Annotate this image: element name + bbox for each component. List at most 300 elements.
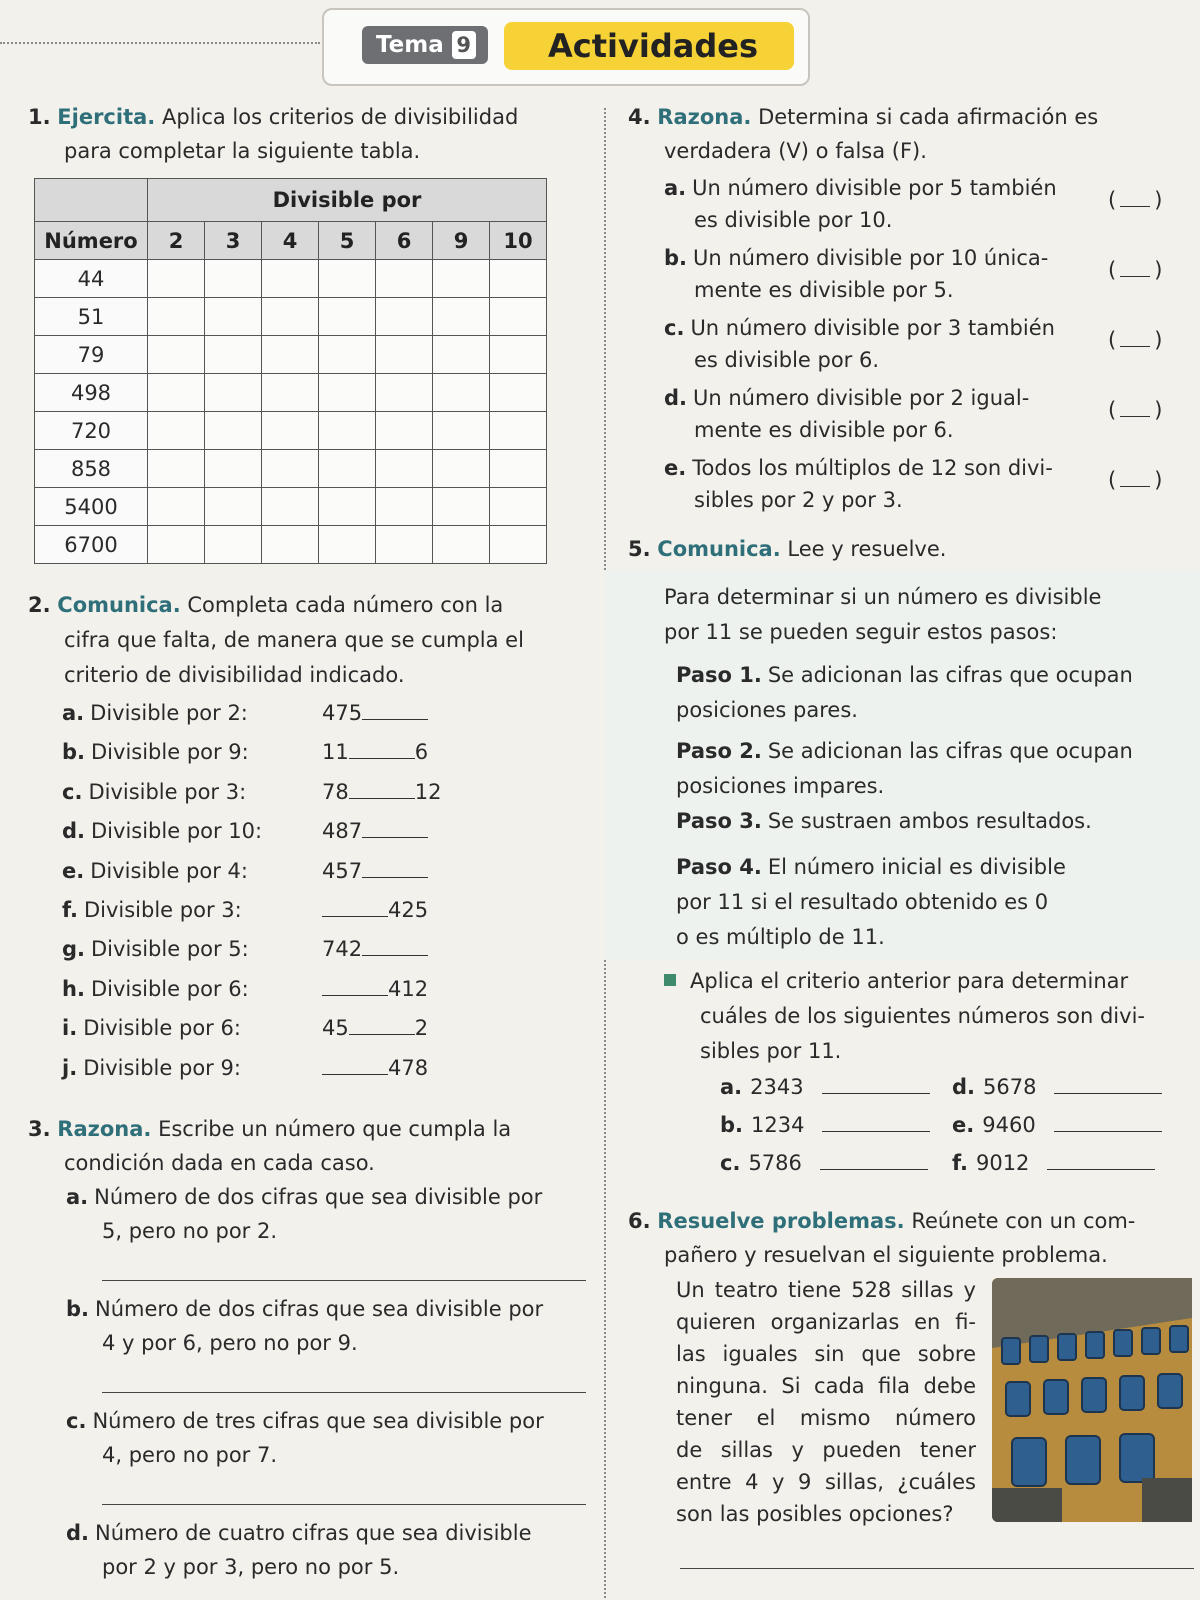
- paren-open: (: [1108, 398, 1117, 422]
- table-row-number: 79: [35, 336, 148, 374]
- q5-number-letter: c.: [720, 1151, 741, 1175]
- table-answer-cell[interactable]: [433, 450, 490, 488]
- table-answer-cell[interactable]: [205, 450, 262, 488]
- q5-step-line2: por 11 si el resultado obtenido es 0: [676, 890, 1049, 914]
- table-answer-cell[interactable]: [262, 298, 319, 336]
- q5-answer-blank[interactable]: [822, 1113, 930, 1132]
- q5-number-item: [720, 1146, 928, 1180]
- page-title: Actividades: [504, 22, 794, 70]
- table-row-number: 720: [35, 412, 148, 450]
- q2-line1: Completa cada número con la: [187, 593, 504, 617]
- tema-number: 9: [452, 31, 476, 59]
- table-answer-cell[interactable]: [319, 488, 376, 526]
- table-answer-cell[interactable]: [205, 336, 262, 374]
- table-answer-cell[interactable]: [376, 526, 433, 564]
- q5-step-label: Paso 3.: [676, 809, 762, 833]
- table-answer-cell[interactable]: [262, 260, 319, 298]
- table-col-header: 2: [148, 222, 205, 260]
- q4-answer-blank[interactable]: [1120, 330, 1150, 347]
- q4-answer-paren: [1108, 468, 1162, 492]
- q5-step: [676, 734, 1192, 804]
- q1-statement: [28, 100, 598, 168]
- q2-line2: cifra que falta, de manera que se cumpla el: [64, 628, 524, 652]
- q2-digits-before: 487: [322, 819, 363, 844]
- q6-problem-line: tener el mismo número: [676, 1406, 976, 1430]
- q6-line2: pañero y resuelvan el siguiente problema.: [664, 1243, 1108, 1267]
- table-group-header: Divisible por: [148, 179, 547, 222]
- table-answer-cell[interactable]: [205, 260, 262, 298]
- q2-digits-after: 425: [388, 898, 429, 922]
- table-row-number: 44: [35, 260, 148, 298]
- q2-item-number: [322, 1051, 428, 1085]
- q6-problem-line: las iguales sin que sobre: [676, 1342, 976, 1366]
- q4-item-line1: Un número divisible por 5 también: [692, 176, 1057, 200]
- q2-missing-digit-blank[interactable]: [322, 898, 388, 917]
- q5-apply-line3: sibles por 11.: [700, 1039, 842, 1063]
- table-answer-cell[interactable]: [205, 412, 262, 450]
- q2-item-label: Divisible por 3:: [88, 779, 247, 804]
- q4-line1: Determina si cada afirmación es: [758, 105, 1099, 129]
- q4-item-line1: Un número divisible por 10 única-: [693, 246, 1049, 270]
- table-answer-cell[interactable]: [376, 488, 433, 526]
- table-answer-cell[interactable]: [148, 412, 205, 450]
- table-row-header: Número: [35, 222, 148, 260]
- q2-missing-digit-blank[interactable]: [322, 1056, 388, 1075]
- q5-step-line1: Se adicionan las cifras que ocupan: [767, 739, 1133, 763]
- tema-label: Tema: [376, 32, 444, 58]
- q3-item: [66, 1516, 596, 1584]
- table-answer-cell[interactable]: [148, 488, 205, 526]
- q3-item-line1: Número de cuatro cifras que sea divisible: [95, 1521, 532, 1545]
- paren-open: (: [1108, 328, 1117, 352]
- q3-keyword: Razona.: [57, 1117, 152, 1141]
- q5-step-line2: posiciones pares.: [676, 698, 858, 722]
- q5-number-value: 9460: [982, 1113, 1036, 1137]
- table-answer-cell[interactable]: [490, 260, 547, 298]
- table-row-number: 498: [35, 374, 148, 412]
- table-answer-cell[interactable]: [262, 488, 319, 526]
- paren-close: ): [1154, 188, 1163, 212]
- q3-item-line1: Número de tres cifras que sea divisible por: [92, 1409, 544, 1433]
- table-answer-cell[interactable]: [148, 336, 205, 374]
- q4-answer-blank[interactable]: [1120, 470, 1150, 487]
- chairs-image-icon: [992, 1278, 1192, 1522]
- table-col-header: 9: [433, 222, 490, 260]
- q4-number: 4.: [628, 105, 651, 129]
- q5-step-label: Paso 2.: [676, 739, 762, 763]
- divisibility-table: [34, 178, 547, 564]
- q2-item: [62, 814, 602, 848]
- q2-item-letter: d.: [62, 819, 86, 844]
- q2-item-letter: f.: [62, 898, 78, 922]
- q4-item-line2: es divisible por 10.: [694, 208, 893, 232]
- q4-item: [664, 242, 1094, 306]
- q3-item: [66, 1292, 596, 1360]
- q2-item: [62, 893, 602, 927]
- table-answer-cell[interactable]: [262, 526, 319, 564]
- q2-digits-after: 478: [388, 1055, 429, 1080]
- q2-item-letter: i.: [62, 1016, 78, 1041]
- q2-item-number: [322, 854, 428, 888]
- q4-item-line2: mente es divisible por 5.: [694, 278, 954, 302]
- paren-close: ): [1154, 468, 1163, 492]
- q4-item-letter: e.: [664, 456, 687, 480]
- q3-item-letter: d.: [66, 1521, 90, 1545]
- q5-apply-line2: cuáles de los siguientes números son divi-: [700, 1004, 1145, 1028]
- q5-step-line3: o es múltiplo de 11.: [676, 925, 885, 949]
- q3-answer-line[interactable]: [102, 1280, 586, 1281]
- theater-chairs-photo: [992, 1278, 1192, 1522]
- table-answer-cell[interactable]: [433, 336, 490, 374]
- q2-item: [62, 854, 602, 888]
- table-answer-cell[interactable]: [205, 298, 262, 336]
- table-answer-cell[interactable]: [319, 298, 376, 336]
- q3-line1: Escribe un número que cumpla la: [158, 1117, 512, 1141]
- q2-keyword: Comunica.: [57, 593, 181, 617]
- q2-digits-before: 11: [322, 740, 349, 765]
- table-answer-cell[interactable]: [433, 298, 490, 336]
- q4-item-letter: a.: [664, 176, 687, 200]
- q6-problem-line: entre 4 y 9 sillas, ¿cuáles: [676, 1470, 976, 1494]
- table-col-header: 4: [262, 222, 319, 260]
- table-answer-cell[interactable]: [319, 336, 376, 374]
- q5-number-value: 1234: [751, 1113, 805, 1137]
- q2-item-label: Divisible por 6:: [83, 1016, 241, 1041]
- table-answer-cell[interactable]: [376, 260, 433, 298]
- q4-statement: [628, 100, 1188, 168]
- q1-text-line1: Aplica los criterios de divisibilidad: [161, 105, 519, 129]
- q4-item: [664, 452, 1094, 516]
- table-col-header: 6: [376, 222, 433, 260]
- q2-digits-before: 45: [322, 1016, 349, 1041]
- q2-item-letter: g.: [62, 937, 86, 962]
- q2-item-letter: b.: [62, 740, 86, 765]
- paren-open: (: [1108, 258, 1117, 282]
- q2-digits-after: 412: [388, 976, 429, 1001]
- q5-answer-blank[interactable]: [1054, 1113, 1162, 1132]
- q2-item-letter: c.: [62, 779, 83, 804]
- q5-answer-blank[interactable]: [820, 1151, 928, 1170]
- table-corner: [35, 179, 148, 222]
- table-row: [35, 374, 547, 412]
- q5-step-line1: Se sustraen ambos resultados.: [767, 809, 1092, 833]
- q5-number-letter: f.: [952, 1151, 968, 1175]
- table-row: [35, 526, 547, 564]
- q2-item-label: Divisible por 3:: [83, 898, 242, 922]
- q3-item-line2: 4, pero no por 7.: [102, 1443, 278, 1467]
- paren-open: (: [1108, 468, 1117, 492]
- q4-item-line1: Un número divisible por 2 igual-: [693, 386, 1030, 410]
- q2-missing-digit-blank[interactable]: [362, 937, 428, 956]
- q4-item-letter: c.: [664, 316, 685, 340]
- table-answer-cell[interactable]: [490, 450, 547, 488]
- q5-number-value: 5678: [983, 1075, 1037, 1099]
- q2-digits-after: 6: [414, 740, 429, 765]
- table-row: [35, 336, 547, 374]
- q2-missing-digit-blank[interactable]: [349, 740, 415, 759]
- paren-open: (: [1108, 188, 1117, 212]
- q3-item-line2: 4 y por 6, pero no por 9.: [102, 1331, 358, 1355]
- q4-answer-paren: [1108, 258, 1162, 282]
- q2-digits-before: 475: [322, 701, 363, 725]
- q4-item-line2: sibles por 2 y por 3.: [694, 488, 903, 512]
- table-answer-cell[interactable]: [319, 260, 376, 298]
- q5-number-letter: a.: [720, 1075, 743, 1099]
- q6-problem-line: Un teatro tiene 528 sillas y: [676, 1278, 976, 1302]
- table-answer-cell[interactable]: [148, 260, 205, 298]
- q2-missing-digit-blank[interactable]: [349, 780, 415, 799]
- q2-digits-before: 78: [322, 779, 349, 804]
- q5-answer-blank[interactable]: [1054, 1075, 1162, 1094]
- table-row-number: 6700: [35, 526, 148, 564]
- table-row: [35, 488, 547, 526]
- q5-number-letter: b.: [720, 1113, 744, 1137]
- q5-answer-blank[interactable]: [1047, 1151, 1155, 1170]
- table-answer-cell[interactable]: [376, 298, 433, 336]
- paren-close: ): [1154, 258, 1163, 282]
- q2-number: 2.: [28, 593, 51, 617]
- table-answer-cell[interactable]: [262, 374, 319, 412]
- q2-item-label: Divisible por 5:: [91, 937, 249, 962]
- q2-digits-before: 742: [322, 937, 363, 962]
- q6-problem-line: quieren organizarlas en fi-: [676, 1310, 976, 1334]
- table-answer-cell[interactable]: [148, 298, 205, 336]
- q3-item: [66, 1404, 596, 1472]
- q6-statement: [628, 1204, 1194, 1272]
- table-answer-cell[interactable]: [319, 374, 376, 412]
- q2-missing-digit-blank[interactable]: [362, 701, 428, 720]
- q2-item-number: [322, 814, 428, 848]
- table-answer-cell[interactable]: [262, 412, 319, 450]
- table-answer-cell[interactable]: [376, 450, 433, 488]
- q2-item-label: Divisible por 2:: [90, 701, 248, 725]
- q5-intro-line2: por 11 se pueden seguir estos pasos:: [664, 620, 1058, 644]
- q2-item: [62, 735, 602, 769]
- q6-answer-line[interactable]: [680, 1568, 1194, 1569]
- paren-close: ): [1154, 398, 1163, 422]
- q3-number: 3.: [28, 1117, 51, 1141]
- q5-keyword: Comunica.: [657, 537, 781, 561]
- q3-item-line1: Número de dos cifras que sea divisible por: [94, 1185, 543, 1209]
- table-answer-cell[interactable]: [490, 488, 547, 526]
- table-answer-cell[interactable]: [490, 374, 547, 412]
- table-answer-cell[interactable]: [319, 526, 376, 564]
- table-row-number: 5400: [35, 488, 148, 526]
- q3-item-line1: Número de dos cifras que sea divisible por: [95, 1297, 544, 1321]
- table-row-number: 51: [35, 298, 148, 336]
- q2-missing-digit-blank[interactable]: [362, 819, 428, 838]
- tema-badge: [362, 26, 488, 64]
- q5-step-label: Paso 4.: [676, 855, 762, 879]
- q5-intro: [664, 580, 1194, 650]
- q4-item: [664, 312, 1094, 376]
- paren-close: ): [1154, 328, 1163, 352]
- q5-answer-blank[interactable]: [822, 1075, 930, 1094]
- q4-answer-paren: [1108, 328, 1162, 352]
- q5-apply: [664, 964, 1194, 1069]
- q5-step: [676, 804, 1192, 839]
- table-answer-cell[interactable]: [262, 336, 319, 374]
- q4-item-line2: es divisible por 6.: [694, 348, 880, 372]
- table-answer-cell[interactable]: [148, 450, 205, 488]
- table-col-header: 10: [490, 222, 547, 260]
- q5-number-item: [720, 1070, 930, 1104]
- q4-item-line1: Todos los múltiplos de 12 son divi-: [692, 456, 1053, 480]
- q2-line3: criterio de divisibilidad indicado.: [64, 663, 405, 687]
- q2-item-number: [322, 893, 428, 927]
- q5-number-item: [720, 1108, 930, 1142]
- q5-number-value: 9012: [975, 1151, 1030, 1175]
- q4-line2: verdadera (V) o falsa (F).: [664, 139, 927, 163]
- table-answer-cell[interactable]: [376, 336, 433, 374]
- q2-item-letter: a.: [62, 701, 85, 725]
- table-answer-cell[interactable]: [148, 526, 205, 564]
- q2-item-label: Divisible por 9:: [83, 1055, 241, 1080]
- table-answer-cell[interactable]: [490, 526, 547, 564]
- table-row: [35, 298, 547, 336]
- q5-step: [676, 658, 1192, 728]
- q2-item-number: [322, 1011, 428, 1045]
- q5-number-value: 2343: [750, 1075, 804, 1099]
- q3-answer-line[interactable]: [102, 1392, 586, 1393]
- q6-keyword: Resuelve problemas.: [657, 1209, 905, 1233]
- table-answer-cell[interactable]: [319, 450, 376, 488]
- q6-number: 6.: [628, 1209, 651, 1233]
- q2-item-number: [322, 696, 428, 730]
- q2-item-letter: h.: [62, 976, 85, 1001]
- table-answer-cell[interactable]: [490, 412, 547, 450]
- q5-number: 5.: [628, 537, 651, 561]
- q1-number: 1.: [28, 105, 51, 129]
- q2-item-number: [322, 972, 428, 1006]
- q2-item-number: [322, 735, 428, 769]
- table-answer-cell[interactable]: [433, 488, 490, 526]
- q3-item-line2: 5, pero no por 2.: [102, 1219, 278, 1243]
- table-answer-cell[interactable]: [205, 526, 262, 564]
- q6-problem-line: de sillas y pueden tener: [676, 1438, 976, 1462]
- q4-keyword: Razona.: [657, 105, 752, 129]
- table-row-number: 858: [35, 450, 148, 488]
- q5-number-item: [952, 1108, 1162, 1142]
- table-answer-cell[interactable]: [205, 488, 262, 526]
- q3-statement: [28, 1112, 598, 1180]
- q5-number-item: [952, 1070, 1162, 1104]
- q5-intro-line1: Para determinar si un número es divisible: [664, 585, 1102, 609]
- q3-item-letter: c.: [66, 1409, 87, 1433]
- q5-text: Lee y resuelve.: [787, 537, 947, 561]
- q5-step-line2: posiciones impares.: [676, 774, 885, 798]
- q6-problem-line: ninguna. Si cada fila debe: [676, 1374, 976, 1398]
- table-answer-cell[interactable]: [205, 374, 262, 412]
- q2-statement: [28, 588, 598, 693]
- q3-item-letter: a.: [66, 1185, 89, 1209]
- q2-item: [62, 1011, 602, 1045]
- q4-item: [664, 172, 1094, 236]
- q2-item-letter: e.: [62, 858, 85, 883]
- table-row: [35, 412, 547, 450]
- q6-line1: Reúnete con un com-: [911, 1209, 1136, 1233]
- q5-number-value: 5786: [748, 1151, 802, 1175]
- q2-item: [62, 775, 602, 809]
- q2-digits-before: 457: [322, 858, 363, 883]
- q2-item-label: Divisible por 4:: [90, 858, 248, 883]
- q5-step-line1: Se adicionan las cifras que ocupan: [767, 663, 1133, 687]
- q2-item: [62, 1051, 602, 1085]
- q2-item-label: Divisible por 9:: [91, 740, 249, 765]
- q2-item-number: [322, 775, 441, 809]
- q2-missing-digit-blank[interactable]: [322, 977, 388, 996]
- table-answer-cell[interactable]: [376, 374, 433, 412]
- header-dotted-line: [0, 42, 320, 44]
- q4-answer-blank[interactable]: [1120, 190, 1150, 207]
- table-answer-cell[interactable]: [490, 336, 547, 374]
- table-answer-cell[interactable]: [148, 374, 205, 412]
- table-row: [35, 260, 547, 298]
- q5-apply-line1: Aplica el criterio anterior para determinar: [690, 969, 1129, 993]
- q2-item-number: [322, 932, 428, 966]
- q6-problem-line: son las posibles opciones?: [676, 1502, 954, 1526]
- q4-item-line1: Un número divisible por 3 también: [690, 316, 1055, 340]
- q2-item: [62, 696, 602, 730]
- table-answer-cell[interactable]: [433, 412, 490, 450]
- q5-step: [676, 850, 1192, 955]
- q2-missing-digit-blank[interactable]: [349, 1016, 415, 1035]
- q5-statement: [628, 532, 1188, 566]
- q5-step-line1: El número inicial es divisible: [767, 855, 1066, 879]
- q4-answer-blank[interactable]: [1120, 400, 1150, 417]
- table-answer-cell[interactable]: [433, 526, 490, 564]
- q4-answer-paren: [1108, 188, 1162, 212]
- q2-item: [62, 972, 602, 1006]
- q4-answer-blank[interactable]: [1120, 260, 1150, 277]
- q1-text-line2: para completar la siguiente tabla.: [64, 139, 421, 163]
- q3-item-line2: por 2 y por 3, pero no por 5.: [102, 1555, 400, 1579]
- q2-missing-digit-blank[interactable]: [362, 859, 428, 878]
- table-answer-cell[interactable]: [433, 374, 490, 412]
- q5-step-label: Paso 1.: [676, 663, 762, 687]
- table-answer-cell[interactable]: [376, 412, 433, 450]
- q4-answer-paren: [1108, 398, 1162, 422]
- q2-item: [62, 932, 602, 966]
- q3-item-letter: b.: [66, 1297, 90, 1321]
- q2-item-label: Divisible por 10:: [91, 819, 263, 844]
- q3-item: [66, 1180, 596, 1248]
- q6-problem-text: [676, 1274, 976, 1530]
- q2-item-letter: j.: [62, 1055, 78, 1080]
- q5-number-item: [952, 1146, 1155, 1180]
- q5-number-letter: d.: [952, 1075, 976, 1099]
- q5-number-letter: e.: [952, 1113, 975, 1137]
- q1-keyword: Ejercita.: [57, 105, 156, 129]
- table-answer-cell[interactable]: [262, 450, 319, 488]
- q4-item: [664, 382, 1094, 446]
- table-col-header: 3: [205, 222, 262, 260]
- q4-item-letter: d.: [664, 386, 688, 410]
- q4-item-line2: mente es divisible por 6.: [694, 418, 954, 442]
- table-answer-cell[interactable]: [433, 260, 490, 298]
- q3-line2: condición dada en cada caso.: [64, 1151, 375, 1175]
- q2-digits-after: 12: [414, 779, 442, 804]
- q3-answer-line[interactable]: [102, 1504, 586, 1505]
- q4-item-letter: b.: [664, 246, 688, 270]
- bullet-square-icon: [664, 974, 676, 986]
- table-answer-cell[interactable]: [490, 298, 547, 336]
- table-row: [35, 450, 547, 488]
- q2-item-label: Divisible por 6:: [90, 976, 249, 1001]
- table-col-header: 5: [319, 222, 376, 260]
- table-answer-cell[interactable]: [319, 412, 376, 450]
- q2-digits-after: 2: [414, 1016, 429, 1041]
